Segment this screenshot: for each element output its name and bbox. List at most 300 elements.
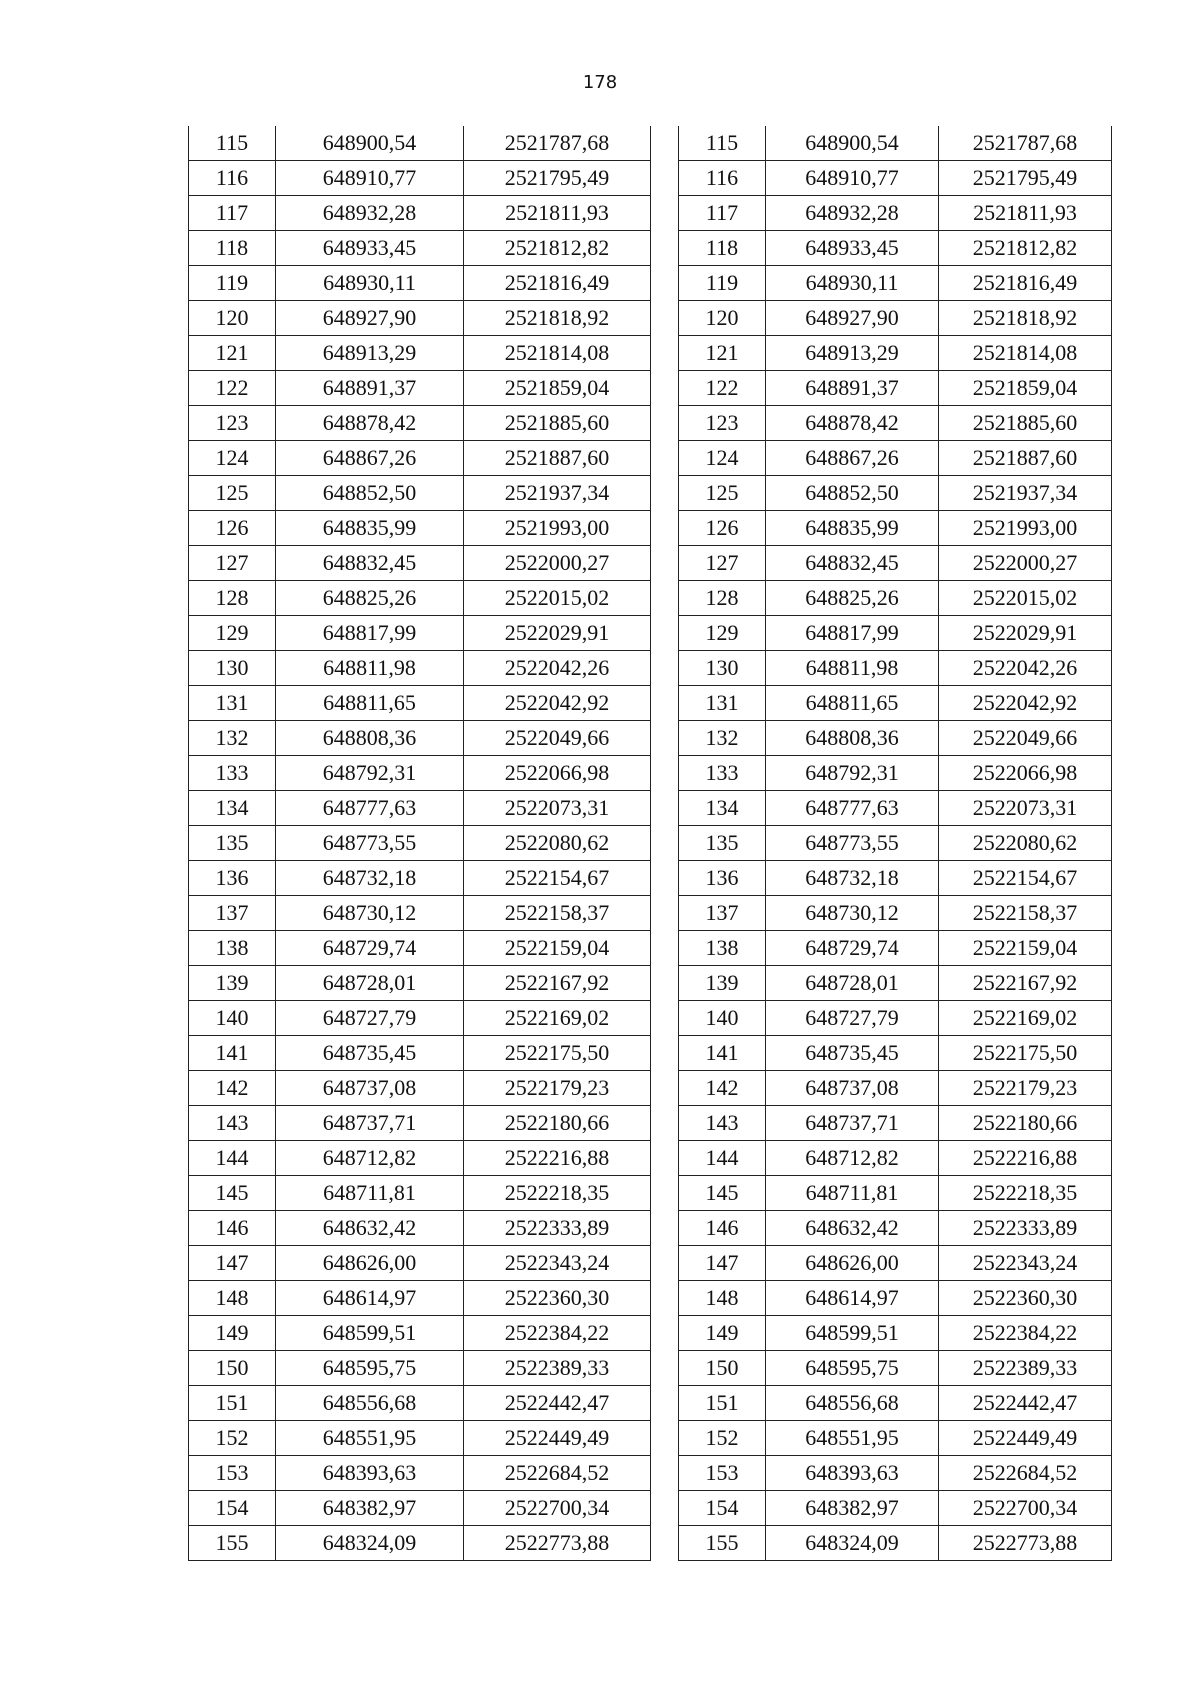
table-row — [679, 371, 1112, 406]
table-row — [189, 686, 651, 721]
point-number-cell: 122 — [679, 371, 766, 406]
table-row — [189, 721, 651, 756]
x-coordinate-cell: 648832,45 — [766, 546, 939, 581]
y-coordinate-cell: 2522700,34 — [464, 1491, 651, 1526]
point-number-cell: 130 — [189, 651, 276, 686]
x-coordinate-cell: 648729,74 — [766, 931, 939, 966]
point-number-cell: 142 — [189, 1071, 276, 1106]
point-number-cell: 123 — [679, 406, 766, 441]
x-coordinate-cell: 648712,82 — [276, 1141, 464, 1176]
x-coordinate-cell: 648811,65 — [766, 686, 939, 721]
y-coordinate-cell: 2522333,89 — [939, 1211, 1112, 1246]
table-row — [679, 826, 1112, 861]
x-coordinate-cell: 648878,42 — [766, 406, 939, 441]
table-row — [189, 546, 651, 581]
x-coordinate-cell: 648324,09 — [766, 1526, 939, 1561]
point-number-cell: 146 — [189, 1211, 276, 1246]
point-number-cell: 124 — [679, 441, 766, 476]
x-coordinate-cell: 648712,82 — [766, 1141, 939, 1176]
point-number-cell: 146 — [679, 1211, 766, 1246]
x-coordinate-cell: 648732,18 — [276, 861, 464, 896]
x-coordinate-cell: 648727,79 — [766, 1001, 939, 1036]
point-number-cell: 125 — [679, 476, 766, 511]
x-coordinate-cell: 648811,98 — [276, 651, 464, 686]
x-coordinate-cell: 648728,01 — [276, 966, 464, 1001]
table-row — [189, 1491, 651, 1526]
table-row — [679, 1421, 1112, 1456]
x-coordinate-cell: 648852,50 — [766, 476, 939, 511]
x-coordinate-cell: 648808,36 — [276, 721, 464, 756]
table-row — [189, 301, 651, 336]
y-coordinate-cell: 2521885,60 — [464, 406, 651, 441]
point-number-cell: 155 — [679, 1526, 766, 1561]
y-coordinate-cell: 2522360,30 — [464, 1281, 651, 1316]
point-number-cell: 148 — [679, 1281, 766, 1316]
table-row — [189, 371, 651, 406]
y-coordinate-cell: 2521795,49 — [939, 161, 1112, 196]
y-coordinate-cell: 2522015,02 — [939, 581, 1112, 616]
y-coordinate-cell: 2521937,34 — [939, 476, 1112, 511]
table-row — [679, 581, 1112, 616]
table-row — [189, 266, 651, 301]
point-number-cell: 122 — [189, 371, 276, 406]
point-number-cell: 149 — [189, 1316, 276, 1351]
table-row — [679, 196, 1112, 231]
x-coordinate-cell: 648556,68 — [276, 1386, 464, 1421]
x-coordinate-cell: 648728,01 — [766, 966, 939, 1001]
x-coordinate-cell: 648852,50 — [276, 476, 464, 511]
x-coordinate-cell: 648632,42 — [276, 1211, 464, 1246]
table-row — [679, 266, 1112, 301]
x-coordinate-cell: 648910,77 — [766, 161, 939, 196]
y-coordinate-cell: 2522158,37 — [939, 896, 1112, 931]
table-row — [679, 301, 1112, 336]
y-coordinate-cell: 2522066,98 — [939, 756, 1112, 791]
point-number-cell: 128 — [189, 581, 276, 616]
table-row — [189, 336, 651, 371]
table-row — [679, 721, 1112, 756]
x-coordinate-cell: 648711,81 — [276, 1176, 464, 1211]
table-row — [679, 1001, 1112, 1036]
table-row — [189, 1141, 651, 1176]
table-row — [189, 1386, 651, 1421]
table-row — [679, 1071, 1112, 1106]
x-coordinate-cell: 648910,77 — [276, 161, 464, 196]
point-number-cell: 137 — [189, 896, 276, 931]
x-coordinate-cell: 648737,71 — [766, 1106, 939, 1141]
y-coordinate-cell: 2522159,04 — [939, 931, 1112, 966]
point-number-cell: 134 — [679, 791, 766, 826]
table-row — [189, 1281, 651, 1316]
table-row — [679, 1526, 1112, 1561]
point-number-cell: 155 — [189, 1526, 276, 1561]
table-row — [189, 896, 651, 931]
point-number-cell: 126 — [679, 511, 766, 546]
y-coordinate-cell: 2522773,88 — [464, 1526, 651, 1561]
x-coordinate-cell: 648927,90 — [276, 301, 464, 336]
y-coordinate-cell: 2522029,91 — [939, 616, 1112, 651]
table-row — [189, 161, 651, 196]
y-coordinate-cell: 2521859,04 — [464, 371, 651, 406]
x-coordinate-cell: 648835,99 — [276, 511, 464, 546]
x-coordinate-cell: 648732,18 — [766, 861, 939, 896]
point-number-cell: 154 — [679, 1491, 766, 1526]
point-number-cell: 141 — [679, 1036, 766, 1071]
table-row — [679, 126, 1112, 161]
y-coordinate-cell: 2521814,08 — [464, 336, 651, 371]
x-coordinate-cell: 648777,63 — [276, 791, 464, 826]
table-row — [679, 161, 1112, 196]
x-coordinate-cell: 648595,75 — [766, 1351, 939, 1386]
y-coordinate-cell: 2522000,27 — [464, 546, 651, 581]
x-coordinate-cell: 648551,95 — [766, 1421, 939, 1456]
table-row — [189, 1351, 651, 1386]
point-number-cell: 117 — [189, 196, 276, 231]
y-coordinate-cell: 2521887,60 — [464, 441, 651, 476]
table-row — [189, 1071, 651, 1106]
x-coordinate-cell: 648773,55 — [276, 826, 464, 861]
y-coordinate-cell: 2522042,92 — [939, 686, 1112, 721]
point-number-cell: 121 — [679, 336, 766, 371]
y-coordinate-cell: 2522218,35 — [464, 1176, 651, 1211]
coordinates-table-right — [678, 126, 1112, 1561]
point-number-cell: 136 — [679, 861, 766, 896]
x-coordinate-cell: 648614,97 — [766, 1281, 939, 1316]
y-coordinate-cell: 2522684,52 — [464, 1456, 651, 1491]
table-row — [679, 1211, 1112, 1246]
point-number-cell: 147 — [679, 1246, 766, 1281]
table-row — [679, 966, 1112, 1001]
x-coordinate-cell: 648727,79 — [276, 1001, 464, 1036]
x-coordinate-cell: 648735,45 — [276, 1036, 464, 1071]
y-coordinate-cell: 2522073,31 — [939, 791, 1112, 826]
x-coordinate-cell: 648878,42 — [276, 406, 464, 441]
point-number-cell: 143 — [189, 1106, 276, 1141]
y-coordinate-cell: 2522049,66 — [939, 721, 1112, 756]
point-number-cell: 137 — [679, 896, 766, 931]
y-coordinate-cell: 2522684,52 — [939, 1456, 1112, 1491]
table-row — [189, 931, 651, 966]
y-coordinate-cell: 2522216,88 — [939, 1141, 1112, 1176]
y-coordinate-cell: 2522442,47 — [464, 1386, 651, 1421]
y-coordinate-cell: 2521937,34 — [464, 476, 651, 511]
table-row — [189, 1526, 651, 1561]
table-row — [189, 196, 651, 231]
table-row — [189, 1106, 651, 1141]
x-coordinate-cell: 648792,31 — [766, 756, 939, 791]
y-coordinate-cell: 2522073,31 — [464, 791, 651, 826]
point-number-cell: 129 — [189, 616, 276, 651]
point-number-cell: 130 — [679, 651, 766, 686]
y-coordinate-cell: 2522042,26 — [464, 651, 651, 686]
point-number-cell: 151 — [189, 1386, 276, 1421]
point-number-cell: 153 — [679, 1456, 766, 1491]
point-number-cell: 120 — [189, 301, 276, 336]
table-row — [679, 896, 1112, 931]
x-coordinate-cell: 648808,36 — [766, 721, 939, 756]
table-row — [189, 406, 651, 441]
y-coordinate-cell: 2521816,49 — [939, 266, 1112, 301]
x-coordinate-cell: 648614,97 — [276, 1281, 464, 1316]
y-coordinate-cell: 2521887,60 — [939, 441, 1112, 476]
table-row — [189, 1211, 651, 1246]
table-row — [679, 861, 1112, 896]
y-coordinate-cell: 2521814,08 — [939, 336, 1112, 371]
table-row — [679, 791, 1112, 826]
table-row — [679, 756, 1112, 791]
point-number-cell: 119 — [189, 266, 276, 301]
y-coordinate-cell: 2522042,26 — [939, 651, 1112, 686]
table-row — [189, 476, 651, 511]
point-number-cell: 128 — [679, 581, 766, 616]
point-number-cell: 132 — [679, 721, 766, 756]
y-coordinate-cell: 2521885,60 — [939, 406, 1112, 441]
point-number-cell: 115 — [679, 126, 766, 161]
table-row — [189, 826, 651, 861]
y-coordinate-cell: 2522343,24 — [939, 1246, 1112, 1281]
x-coordinate-cell: 648777,63 — [766, 791, 939, 826]
x-coordinate-cell: 648811,98 — [766, 651, 939, 686]
x-coordinate-cell: 648930,11 — [766, 266, 939, 301]
table-row — [189, 616, 651, 651]
x-coordinate-cell: 648632,42 — [766, 1211, 939, 1246]
y-coordinate-cell: 2521812,82 — [464, 231, 651, 266]
y-coordinate-cell: 2521993,00 — [464, 511, 651, 546]
table-row — [679, 231, 1112, 266]
point-number-cell: 123 — [189, 406, 276, 441]
point-number-cell: 153 — [189, 1456, 276, 1491]
point-number-cell: 152 — [679, 1421, 766, 1456]
table-row — [679, 651, 1112, 686]
y-coordinate-cell: 2522167,92 — [464, 966, 651, 1001]
table-row — [189, 1001, 651, 1036]
point-number-cell: 142 — [679, 1071, 766, 1106]
point-number-cell: 134 — [189, 791, 276, 826]
y-coordinate-cell: 2522080,62 — [939, 826, 1112, 861]
y-coordinate-cell: 2522384,22 — [939, 1316, 1112, 1351]
point-number-cell: 127 — [189, 546, 276, 581]
x-coordinate-cell: 648393,63 — [766, 1456, 939, 1491]
point-number-cell: 135 — [189, 826, 276, 861]
point-number-cell: 116 — [679, 161, 766, 196]
x-coordinate-cell: 648900,54 — [766, 126, 939, 161]
table-row — [679, 931, 1112, 966]
y-coordinate-cell: 2522218,35 — [939, 1176, 1112, 1211]
y-coordinate-cell: 2522049,66 — [464, 721, 651, 756]
x-coordinate-cell: 648817,99 — [766, 616, 939, 651]
point-number-cell: 135 — [679, 826, 766, 861]
point-number-cell: 119 — [679, 266, 766, 301]
y-coordinate-cell: 2522700,34 — [939, 1491, 1112, 1526]
point-number-cell: 147 — [189, 1246, 276, 1281]
y-coordinate-cell: 2521787,68 — [939, 126, 1112, 161]
x-coordinate-cell: 648599,51 — [276, 1316, 464, 1351]
point-number-cell: 120 — [679, 301, 766, 336]
point-number-cell: 118 — [189, 231, 276, 266]
x-coordinate-cell: 648825,26 — [766, 581, 939, 616]
y-coordinate-cell: 2522384,22 — [464, 1316, 651, 1351]
x-coordinate-cell: 648324,09 — [276, 1526, 464, 1561]
x-coordinate-cell: 648792,31 — [276, 756, 464, 791]
y-coordinate-cell: 2521787,68 — [464, 126, 651, 161]
y-coordinate-cell: 2522389,33 — [464, 1351, 651, 1386]
point-number-cell: 143 — [679, 1106, 766, 1141]
x-coordinate-cell: 648730,12 — [276, 896, 464, 931]
point-number-cell: 131 — [679, 686, 766, 721]
x-coordinate-cell: 648735,45 — [766, 1036, 939, 1071]
point-number-cell: 150 — [189, 1351, 276, 1386]
y-coordinate-cell: 2522773,88 — [939, 1526, 1112, 1561]
y-coordinate-cell: 2522158,37 — [464, 896, 651, 931]
table-row — [189, 581, 651, 616]
point-number-cell: 136 — [189, 861, 276, 896]
table-row — [679, 1456, 1112, 1491]
x-coordinate-cell: 648811,65 — [276, 686, 464, 721]
table-row — [189, 1176, 651, 1211]
point-number-cell: 115 — [189, 126, 276, 161]
x-coordinate-cell: 648595,75 — [276, 1351, 464, 1386]
table-row — [189, 756, 651, 791]
x-coordinate-cell: 648711,81 — [766, 1176, 939, 1211]
table-row — [679, 1351, 1112, 1386]
x-coordinate-cell: 648382,97 — [276, 1491, 464, 1526]
point-number-cell: 141 — [189, 1036, 276, 1071]
y-coordinate-cell: 2521795,49 — [464, 161, 651, 196]
x-coordinate-cell: 648825,26 — [276, 581, 464, 616]
table-row — [679, 1106, 1112, 1141]
table-row — [679, 1141, 1112, 1176]
table-row — [679, 1491, 1112, 1526]
table-row — [189, 651, 651, 686]
point-number-cell: 144 — [189, 1141, 276, 1176]
point-number-cell: 131 — [189, 686, 276, 721]
y-coordinate-cell: 2522167,92 — [939, 966, 1112, 1001]
table-row — [189, 966, 651, 1001]
point-number-cell: 152 — [189, 1421, 276, 1456]
y-coordinate-cell: 2521811,93 — [939, 196, 1112, 231]
x-coordinate-cell: 648932,28 — [766, 196, 939, 231]
y-coordinate-cell: 2522159,04 — [464, 931, 651, 966]
x-coordinate-cell: 648832,45 — [276, 546, 464, 581]
y-coordinate-cell: 2522080,62 — [464, 826, 651, 861]
y-coordinate-cell: 2522360,30 — [939, 1281, 1112, 1316]
point-number-cell: 139 — [189, 966, 276, 1001]
y-coordinate-cell: 2522180,66 — [464, 1106, 651, 1141]
point-number-cell: 140 — [189, 1001, 276, 1036]
table-row — [189, 1036, 651, 1071]
point-number-cell: 145 — [189, 1176, 276, 1211]
x-coordinate-cell: 648900,54 — [276, 126, 464, 161]
table-row — [679, 1316, 1112, 1351]
y-coordinate-cell: 2522442,47 — [939, 1386, 1112, 1421]
y-coordinate-cell: 2522333,89 — [464, 1211, 651, 1246]
x-coordinate-cell: 648556,68 — [766, 1386, 939, 1421]
y-coordinate-cell: 2521811,93 — [464, 196, 651, 231]
coordinates-table-left — [188, 126, 651, 1561]
x-coordinate-cell: 648730,12 — [766, 896, 939, 931]
point-number-cell: 154 — [189, 1491, 276, 1526]
y-coordinate-cell: 2522154,67 — [464, 861, 651, 896]
y-coordinate-cell: 2522179,23 — [464, 1071, 651, 1106]
point-number-cell: 145 — [679, 1176, 766, 1211]
table-row — [679, 336, 1112, 371]
y-coordinate-cell: 2521818,92 — [939, 301, 1112, 336]
point-number-cell: 129 — [679, 616, 766, 651]
point-number-cell: 150 — [679, 1351, 766, 1386]
x-coordinate-cell: 648835,99 — [766, 511, 939, 546]
point-number-cell: 133 — [189, 756, 276, 791]
x-coordinate-cell: 648729,74 — [276, 931, 464, 966]
table-row — [189, 1316, 651, 1351]
y-coordinate-cell: 2522389,33 — [939, 1351, 1112, 1386]
point-number-cell: 118 — [679, 231, 766, 266]
point-number-cell: 139 — [679, 966, 766, 1001]
point-number-cell: 116 — [189, 161, 276, 196]
y-coordinate-cell: 2522180,66 — [939, 1106, 1112, 1141]
point-number-cell: 151 — [679, 1386, 766, 1421]
y-coordinate-cell: 2522343,24 — [464, 1246, 651, 1281]
point-number-cell: 133 — [679, 756, 766, 791]
point-number-cell: 138 — [679, 931, 766, 966]
point-number-cell: 124 — [189, 441, 276, 476]
y-coordinate-cell: 2522015,02 — [464, 581, 651, 616]
table-row — [189, 126, 651, 161]
x-coordinate-cell: 648393,63 — [276, 1456, 464, 1491]
table-row — [189, 1456, 651, 1491]
table-row — [189, 791, 651, 826]
point-number-cell: 138 — [189, 931, 276, 966]
table-row — [679, 616, 1112, 651]
x-coordinate-cell: 648927,90 — [766, 301, 939, 336]
point-number-cell: 126 — [189, 511, 276, 546]
y-coordinate-cell: 2521812,82 — [939, 231, 1112, 266]
x-coordinate-cell: 648382,97 — [766, 1491, 939, 1526]
table-row — [679, 1036, 1112, 1071]
x-coordinate-cell: 648930,11 — [276, 266, 464, 301]
table-row — [679, 476, 1112, 511]
point-number-cell: 149 — [679, 1316, 766, 1351]
y-coordinate-cell: 2522216,88 — [464, 1141, 651, 1176]
y-coordinate-cell: 2522169,02 — [939, 1001, 1112, 1036]
y-coordinate-cell: 2521818,92 — [464, 301, 651, 336]
point-number-cell: 121 — [189, 336, 276, 371]
table-row — [679, 546, 1112, 581]
x-coordinate-cell: 648933,45 — [766, 231, 939, 266]
x-coordinate-cell: 648737,08 — [276, 1071, 464, 1106]
x-coordinate-cell: 648737,71 — [276, 1106, 464, 1141]
point-number-cell: 125 — [189, 476, 276, 511]
y-coordinate-cell: 2521993,00 — [939, 511, 1112, 546]
y-coordinate-cell: 2522169,02 — [464, 1001, 651, 1036]
table-row — [189, 861, 651, 896]
x-coordinate-cell: 648817,99 — [276, 616, 464, 651]
point-number-cell: 127 — [679, 546, 766, 581]
x-coordinate-cell: 648551,95 — [276, 1421, 464, 1456]
x-coordinate-cell: 648891,37 — [766, 371, 939, 406]
x-coordinate-cell: 648737,08 — [766, 1071, 939, 1106]
y-coordinate-cell: 2522154,67 — [939, 861, 1112, 896]
x-coordinate-cell: 648913,29 — [276, 336, 464, 371]
point-number-cell: 144 — [679, 1141, 766, 1176]
point-number-cell: 140 — [679, 1001, 766, 1036]
x-coordinate-cell: 648867,26 — [766, 441, 939, 476]
y-coordinate-cell: 2522179,23 — [939, 1071, 1112, 1106]
x-coordinate-cell: 648626,00 — [766, 1246, 939, 1281]
table-row — [679, 686, 1112, 721]
point-number-cell: 132 — [189, 721, 276, 756]
x-coordinate-cell: 648891,37 — [276, 371, 464, 406]
x-coordinate-cell: 648773,55 — [766, 826, 939, 861]
